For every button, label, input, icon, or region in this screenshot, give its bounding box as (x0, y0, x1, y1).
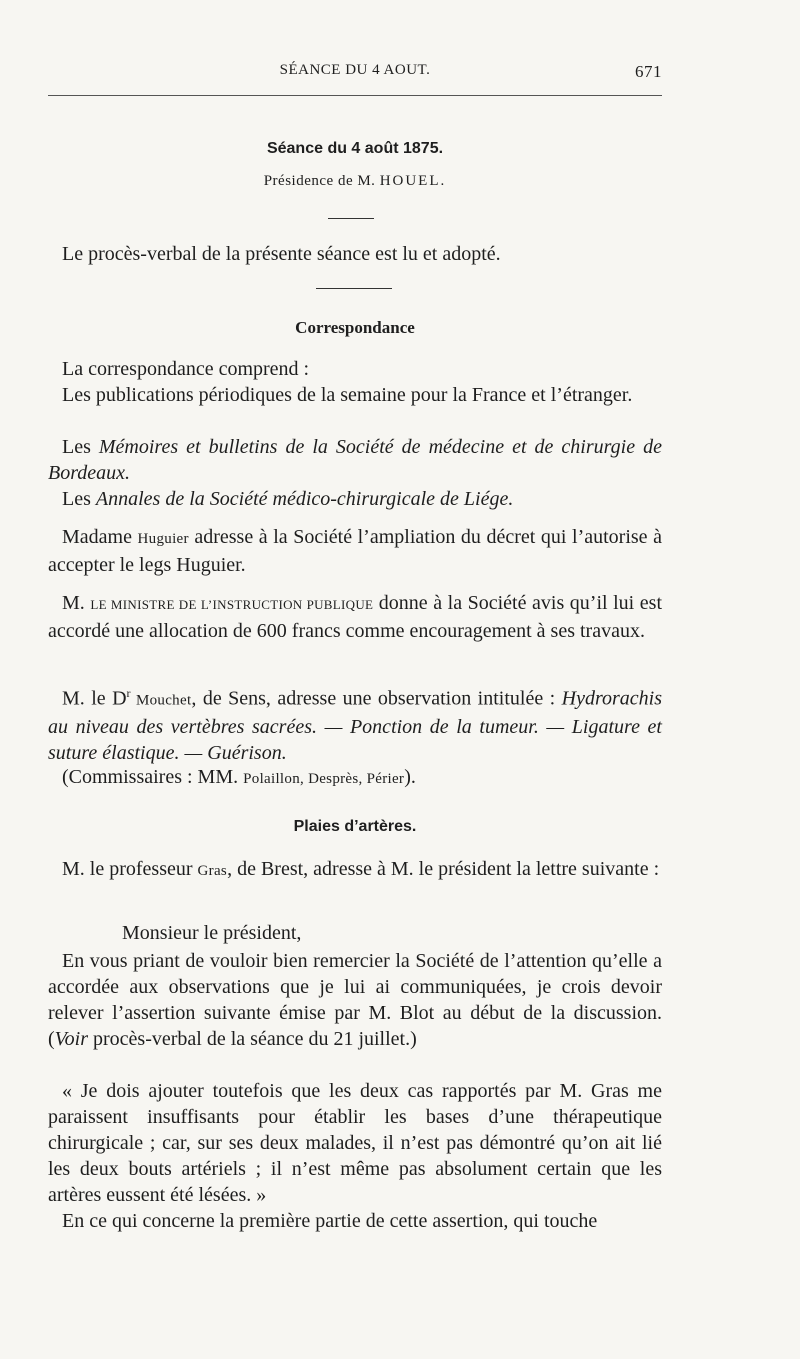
correspondance-item-3: Les Annales de la Société médico-chirurgicale de Liége. (62, 488, 514, 510)
separator-dash (328, 218, 374, 219)
header-rule (48, 95, 662, 96)
salutation: Monsieur le président, (122, 922, 302, 944)
running-title: SÉANCE DU 4 AOUT. (279, 62, 431, 78)
ministre-name: LE MINISTRE DE L’INSTRUCTION PUBLIQUE (90, 597, 374, 612)
correspondance-heading: Correspondance (295, 318, 415, 337)
separator-dash (316, 288, 392, 289)
presidence-prefix: Présidence de M. (263, 173, 376, 189)
session-title: Séance du 4 août 1875. (266, 140, 444, 157)
page-header (48, 62, 662, 86)
correspondance-intro: La correspondance comprend : (62, 358, 310, 380)
mouchet-name: Mouchet (130, 692, 192, 709)
mouchet-observation-title: Hydrorachis au niveau des vertèbres sacrées. — Ponction de la tumeur. — Ligature et suture élastique. — Guérison. (48, 687, 662, 764)
correspondance-item-2: Les Mémoires et bulletins de la Société de médecine et de chirurgie de Bordeaux. (48, 436, 662, 484)
gras-name: Gras (197, 863, 228, 879)
letter-last-line: En ce qui concerne la première partie de cette assertion, qui touche (62, 1210, 598, 1232)
ministre-paragraph: M. LE MINISTRE DE L’INSTRUCTION PUBLIQUE donne à la Société avis qu’il lui est accordé une allocation de 600 francs comme encouragement à ses travaux. (48, 592, 662, 642)
correspondance-item-1: Les publications périodiques de la semaine pour la France et l’étranger. (62, 384, 633, 406)
plaies-heading: Plaies d’artères. (293, 818, 417, 835)
letter-paragraph-1: En vous priant de vouloir bien remercier la Société de l’attention qu’elle a accordée aux observations que je lui ai communiquées, je crois devoir relever l’assertion suivante émise par M. Blot au début de la discussion. (Voir procès-verbal de la séance du 21 juillet.) (48, 950, 662, 1050)
letter-quote: « Je dois ajouter toutefois que les deux cas rapportés par M. Gras me paraissent insuffisants pour établir les bases d’une thérapeutique chirurgicale ; car, sur ses deux malades, il n’est pas démontré qu’on ait lié les deux bouts artériels ; il n’est même pas absolument certain que les artères eussent été lésées. » (48, 1080, 662, 1206)
commissaires-names: Polaillon, Desprès, Périer (243, 771, 405, 787)
commissaires-line: (Commissaires : MM. Polaillon, Desprès, Périer). (62, 766, 416, 788)
gras-intro: M. le professeur Gras, de Brest, adresse à M. le président la lettre suivante : (62, 858, 660, 880)
mouchet-paragraph: M. le $D^r$ Mouchet, de Sens, adresse une observation intitulée : Hydrorachis au niveau des vertèbres sacrées. — Ponction de la tumeur. — Ligature et suture élastique. — Guérison. (48, 686, 662, 764)
huguier-name: Huguier (137, 531, 189, 547)
huguier-paragraph: Madame Huguier adresse à la Société l’ampliation du décret qui l’autorise à accepter le legs Huguier. (48, 526, 662, 576)
president-name: HOUEL. (379, 173, 447, 189)
page-number: 671 (635, 62, 662, 81)
presidence-line (48, 173, 662, 190)
adoption-paragraph: Le procès-verbal de la présente séance est lu et adopté. (62, 243, 501, 265)
